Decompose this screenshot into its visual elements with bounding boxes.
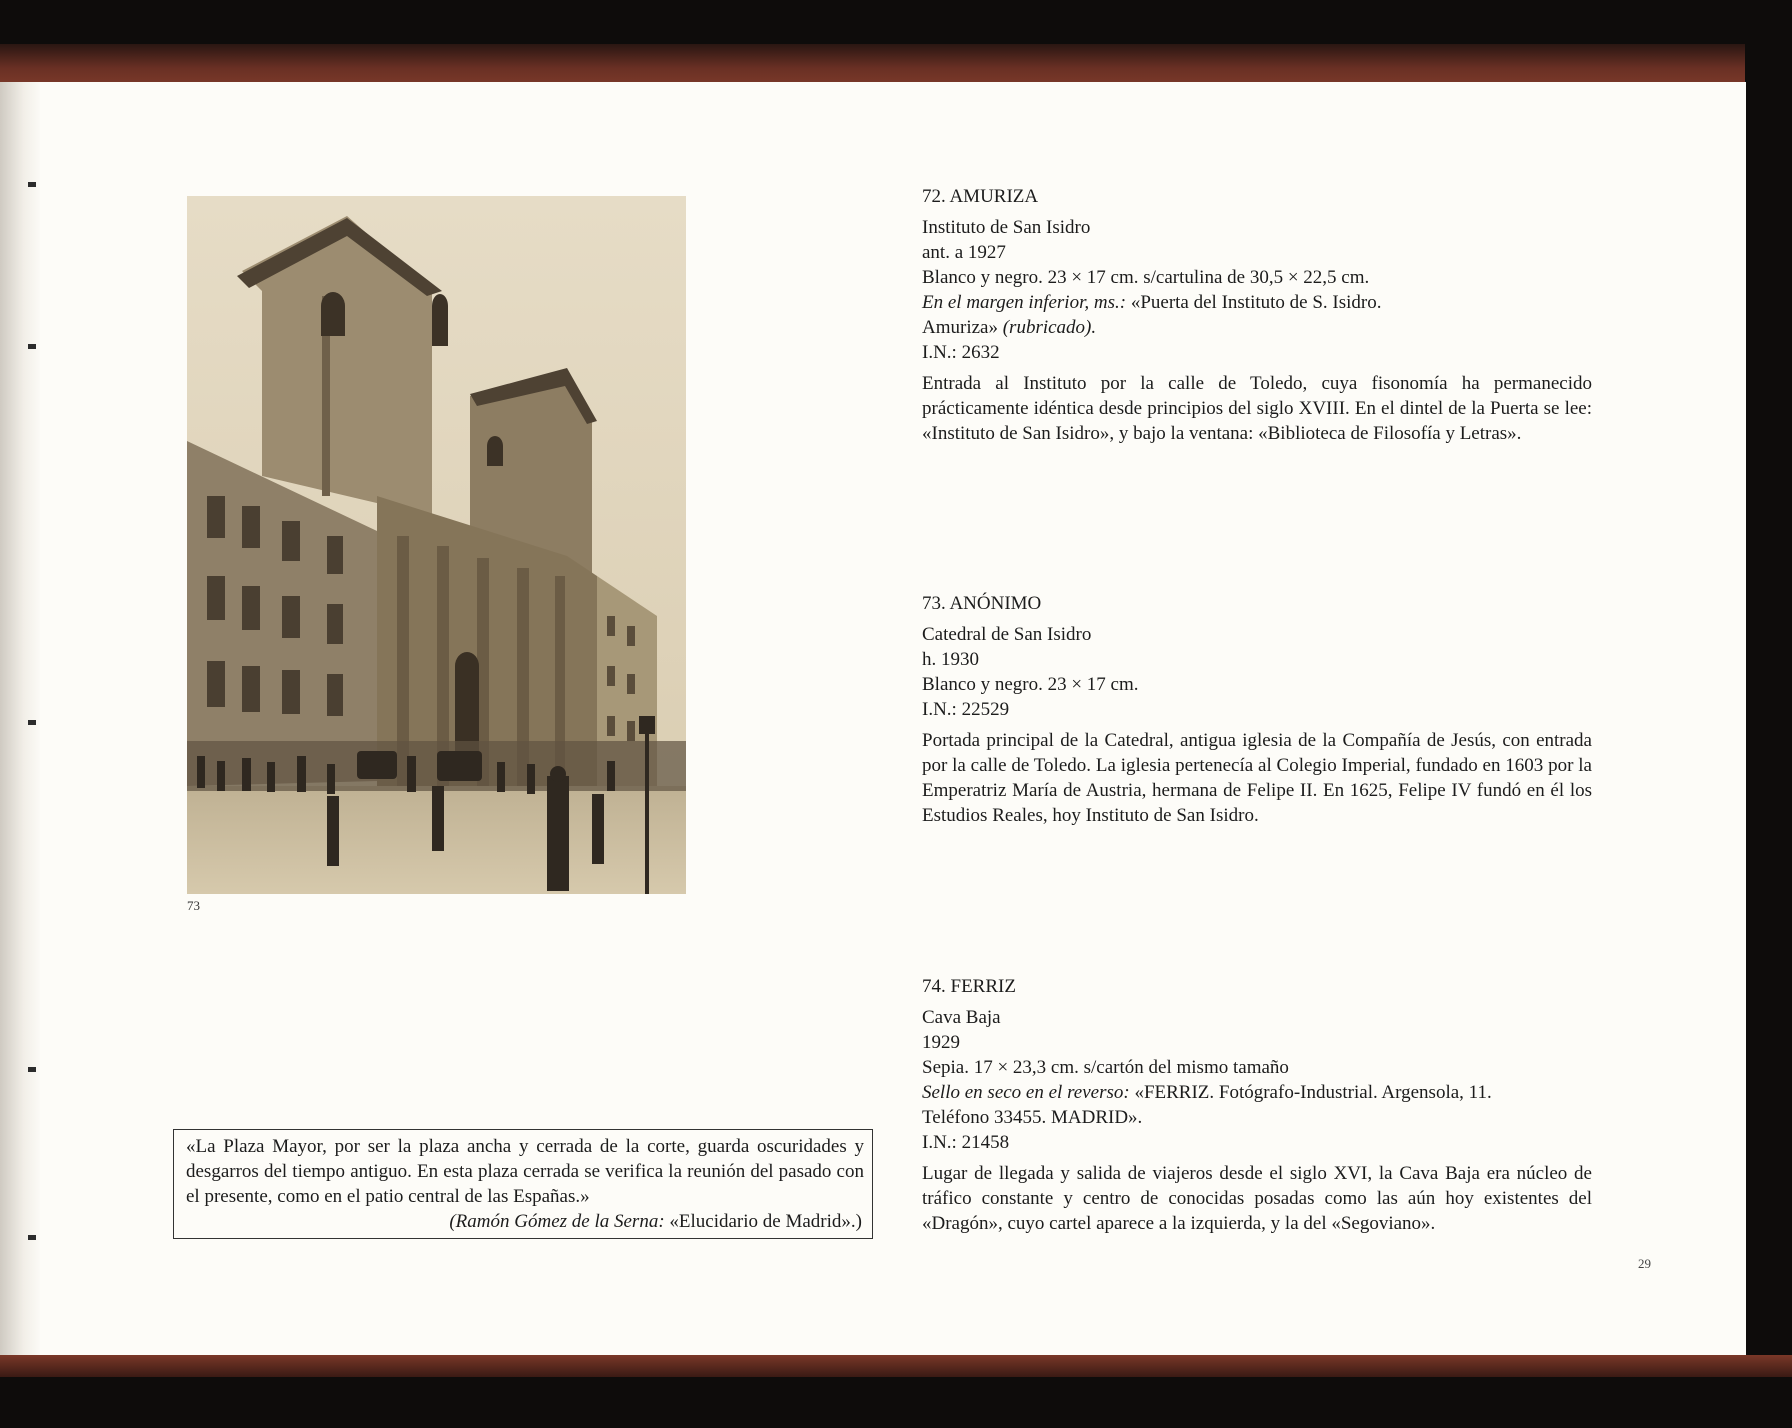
- quote-attribution: [186, 1209, 872, 1234]
- entry-heading: 74. FERRIZ: [922, 976, 1016, 997]
- entry-title: Instituto de San Isidro: [922, 217, 1091, 238]
- binding-mark: [28, 1067, 36, 1072]
- binding-mark: [28, 720, 36, 725]
- quote-text: «La Plaza Mayor, por ser la plaza ancha y cerrada de la corte, guarda oscuridades y desgarros del tiempo antiguo. En esta plaza cerrada se verifica la reunión del pasado con el presente, como en el patio central de las Españas.»: [186, 1136, 864, 1207]
- page-number: 29: [1638, 1256, 1651, 1271]
- entry-description: Lugar de llegada y salida de viajeros desde el siglo XVI, la Cava Baja era núcleo de tráfico constante y centro de conocidas posadas como las aún hoy existentes del «Dragón», cuyo cartel aparece a la izquierda, y la del «Segoviano».: [922, 1163, 1592, 1234]
- binding-mark: [28, 182, 36, 187]
- quote-author: (Ramón Gómez de la Serna:: [449, 1211, 665, 1232]
- book-bottom-edge: [0, 1355, 1792, 1377]
- entry-title: Catedral de San Isidro: [922, 624, 1092, 645]
- inscription-note: (rubricado).: [1002, 317, 1097, 338]
- quote-box: [173, 1129, 873, 1239]
- entry-heading: 73. ANÓNIMO: [922, 593, 1042, 614]
- quote-work: «Elucidario de Madrid».): [664, 1211, 862, 1232]
- entry-technique: Sepia. 17 × 23,3 cm. s/cartón del mismo tamaño: [922, 1057, 1289, 1078]
- inscription-label: En el margen inferior, ms.:: [922, 292, 1127, 313]
- entry-description: Portada principal de la Catedral, antigua iglesia de la Compañía de Jesús, con entrada por la calle de Toledo. La iglesia pertenecía al Colegio Imperial, fundado en 1603 por la Emperatriz María de Austria, hermana de Felipe II. En 1625, Felipe IV fundó en él los Estudios Reales, hoy Instituto de San Isidro.: [922, 730, 1592, 826]
- entry-inventory: I.N.: 2632: [922, 342, 1000, 363]
- entry-date: h. 1930: [922, 649, 979, 670]
- entry-date: ant. a 1927: [922, 242, 1006, 263]
- inscription-text: «Puerta del Instituto de S. Isidro. Amuriza»: [922, 292, 1382, 338]
- photo-caption-number: 73: [187, 898, 200, 913]
- entry-inventory: I.N.: 21458: [922, 1132, 1010, 1153]
- entry-inventory: I.N.: 22529: [922, 699, 1010, 720]
- entry-date: 1929: [922, 1032, 960, 1053]
- cathedral-photograph: [187, 196, 686, 894]
- catalog-entry-74: [922, 974, 1592, 1236]
- entry-inscription: [922, 290, 1442, 340]
- binding-mark: [28, 1235, 36, 1240]
- inscription-label: Sello en seco en el reverso:: [922, 1082, 1130, 1103]
- catalog-entry-72: [922, 184, 1592, 446]
- entry-technique: Blanco y negro. 23 × 17 cm.: [922, 674, 1139, 695]
- binding-mark: [28, 344, 36, 349]
- inscription-text: «FERRIZ. Fotógrafo-Industrial. Argensola, 11. Teléfono 33455. MADRID».: [922, 1082, 1492, 1128]
- entry-technique: Blanco y negro. 23 × 17 cm. s/cartulina de 30,5 × 22,5 cm.: [922, 267, 1370, 288]
- book-spine: [0, 82, 40, 1362]
- entry-inscription: [922, 1080, 1532, 1130]
- entry-description: Entrada al Instituto por la calle de Toledo, cuya fisonomía ha permanecido prácticamente idéntica desde principios del siglo XVIII. En el dintel de la Puerta se lee: «Instituto de San Isidro», y bajo la ventana: «Biblioteca de Filosofía y Letras».: [922, 373, 1592, 444]
- entry-title: Cava Baja: [922, 1007, 1001, 1028]
- entry-heading: 72. AMURIZA: [922, 186, 1039, 207]
- catalog-entry-73: [922, 591, 1592, 828]
